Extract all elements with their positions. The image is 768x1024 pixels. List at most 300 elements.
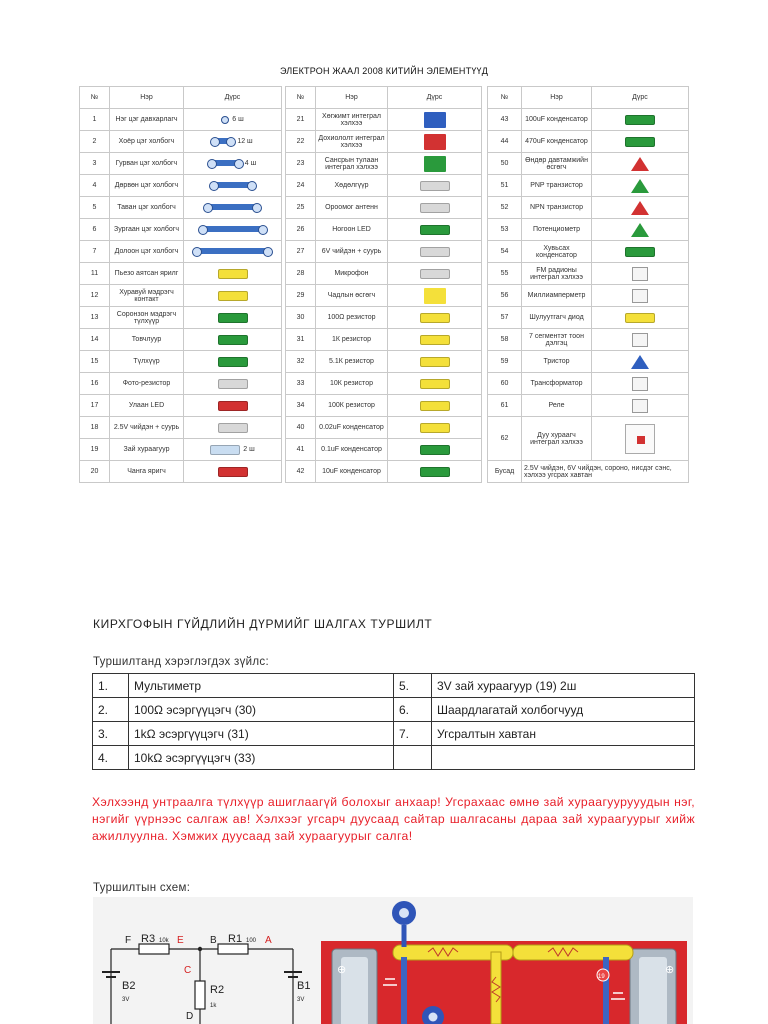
part-number: 1 — [80, 109, 110, 131]
resistor-module — [513, 945, 633, 960]
part-image — [184, 197, 282, 219]
label-b2: B2 — [122, 980, 136, 992]
table-row — [80, 263, 282, 285]
ic-board-icon — [625, 424, 655, 454]
item-name: Шаардлагатай холбогчууд — [432, 698, 695, 722]
part-image — [592, 131, 689, 153]
item-name: 100Ω эсэргүүцэгч (30) — [129, 698, 394, 722]
component-module-icon — [625, 115, 655, 125]
part-number: 53 — [488, 219, 522, 241]
integrated-circuit-icon — [424, 288, 446, 304]
table-row — [488, 219, 689, 241]
part-image — [184, 109, 282, 131]
table-row — [286, 131, 482, 153]
table-row — [93, 722, 695, 746]
item-name: 10kΩ эсэргүүцэгч (33) — [129, 746, 394, 770]
label-r3: R3 — [141, 933, 156, 945]
part-number: 5 — [80, 197, 110, 219]
part-name: Потенциометр — [522, 219, 592, 241]
table-row — [488, 307, 689, 329]
part-image — [184, 307, 282, 329]
part-image — [388, 285, 482, 307]
part-name: FM радионы интеграл хэлхээ — [522, 263, 592, 285]
header-name: Нэр — [522, 87, 592, 109]
part-image — [388, 153, 482, 175]
part-number: 4 — [80, 175, 110, 197]
component-module-icon — [218, 335, 248, 345]
part-number: 34 — [286, 395, 316, 417]
part-name: Реле — [522, 395, 592, 417]
single-snap-icon — [221, 116, 229, 124]
component-module-icon — [420, 467, 450, 477]
item-name: Угсралтын хавтан — [432, 722, 695, 746]
part-image — [592, 417, 689, 461]
component-module-icon — [420, 423, 450, 433]
part-name: Зай хураагуур — [110, 439, 184, 461]
table-row — [80, 351, 282, 373]
part-name: Хөдөлгүүр — [316, 175, 388, 197]
table-row — [80, 175, 282, 197]
part-image — [184, 395, 282, 417]
part-image — [388, 197, 482, 219]
resistor-r3 — [139, 944, 169, 954]
part-image — [592, 329, 689, 351]
part-image — [592, 241, 689, 263]
part-image — [592, 153, 689, 175]
component-module-icon — [420, 445, 450, 455]
table-row — [488, 241, 689, 263]
schematic-svg — [93, 897, 693, 1024]
part-quantity: 6 ш — [232, 116, 244, 123]
part-number: 2 — [80, 131, 110, 153]
battery-cell-right — [639, 957, 667, 1024]
component-module-icon — [218, 423, 248, 433]
table-row — [488, 109, 689, 131]
part-name: 10К резистор — [316, 373, 388, 395]
part-name: Фото-резистор — [110, 373, 184, 395]
part-name: 0.02uF конденсатор — [316, 417, 388, 439]
part-image — [592, 351, 689, 373]
snap-wire — [401, 957, 407, 1024]
table-row — [286, 417, 482, 439]
table-row — [80, 153, 282, 175]
needs-label: Туршилтанд хэрэглэгдэх зүйлс: — [93, 656, 269, 668]
plus-sign: ⊕ — [665, 964, 675, 976]
part-name: Долоон цэг холбогч — [110, 241, 184, 263]
part-name: Таван цэг холбогч — [110, 197, 184, 219]
requirements-table — [92, 673, 695, 770]
part-image — [592, 373, 689, 395]
table-row — [80, 197, 282, 219]
table-row — [286, 263, 482, 285]
label-r3-value: 10k — [159, 938, 169, 944]
header-name: Нэр — [316, 87, 388, 109]
item-number: 2. — [93, 698, 129, 722]
part-number: 20 — [80, 461, 110, 483]
part-name: Тристор — [522, 351, 592, 373]
part-image — [184, 373, 282, 395]
part-image — [184, 329, 282, 351]
part-name: 2.5V чийдэн + суурь — [110, 417, 184, 439]
part-number: 33 — [286, 373, 316, 395]
module-box-icon — [632, 399, 648, 413]
module-box-icon — [632, 289, 648, 303]
transistor-module-icon — [631, 223, 649, 237]
component-module-icon — [420, 269, 450, 279]
snap-wire-icon — [212, 138, 234, 144]
table-row — [80, 373, 282, 395]
component-module-icon — [625, 137, 655, 147]
part-image — [592, 263, 689, 285]
component-module-icon — [218, 269, 248, 279]
integrated-circuit-icon — [424, 134, 446, 150]
part-number: 28 — [286, 263, 316, 285]
table-row — [488, 395, 689, 417]
part-number: 19 — [80, 439, 110, 461]
table-row — [286, 329, 482, 351]
component-module-icon — [420, 181, 450, 191]
component-module-icon — [625, 313, 655, 323]
table-row — [488, 197, 689, 219]
snap-wire-icon — [194, 248, 271, 254]
item-number: 4. — [93, 746, 129, 770]
part-name: Товчлуур — [110, 329, 184, 351]
part-name: Шулуутгагч диод — [522, 307, 592, 329]
part-number: 29 — [286, 285, 316, 307]
integrated-circuit-icon — [424, 112, 446, 128]
part-name: 470uF конденсатор — [522, 131, 592, 153]
item-name: Мультиметр — [129, 674, 394, 698]
part-image — [184, 461, 282, 483]
header-image: Дүрс — [184, 87, 282, 109]
resistor-r1 — [218, 944, 248, 954]
table-row — [286, 439, 482, 461]
part-name: 7 сегментэт тоон дэлгэц — [522, 329, 592, 351]
part-image — [388, 439, 482, 461]
item-number: 3. — [93, 722, 129, 746]
part-image — [184, 219, 282, 241]
part-number: 41 — [286, 439, 316, 461]
table-row — [286, 307, 482, 329]
part-name: 100Ω резистор — [316, 307, 388, 329]
part-number: 3 — [80, 153, 110, 175]
module-box-icon — [632, 333, 648, 347]
table-row — [80, 307, 282, 329]
item-number: 5. — [394, 674, 432, 698]
schematic-figure — [93, 897, 693, 1024]
component-module-icon — [218, 291, 248, 301]
part-image — [184, 285, 282, 307]
part-number: 6 — [80, 219, 110, 241]
label-c: C — [184, 965, 192, 976]
part-number: 18 — [80, 417, 110, 439]
part-image — [592, 109, 689, 131]
label-b1: B1 — [297, 980, 311, 992]
part-image — [184, 241, 282, 263]
snap-wire-icon — [200, 226, 266, 232]
table-row — [488, 461, 689, 483]
part-name: Микрофон — [316, 263, 388, 285]
part-image — [592, 219, 689, 241]
component-module-icon — [210, 445, 240, 455]
transistor-module-icon — [631, 355, 649, 369]
part-name: Соронзон мэдрэгч түлхүүр — [110, 307, 184, 329]
header-image: Дүрс — [592, 87, 689, 109]
table-row — [286, 241, 482, 263]
module-box-icon — [632, 267, 648, 281]
label-r1-value: 100 — [246, 938, 257, 944]
label-b1-value: 3V — [297, 997, 305, 1003]
part-name: Хоёр цэг холбогч — [110, 131, 184, 153]
label-d: D — [186, 1011, 194, 1022]
parts-table-col1 — [79, 86, 282, 483]
snap-wire-icon — [211, 182, 255, 188]
component-module-icon — [420, 313, 450, 323]
component-module-icon — [218, 401, 248, 411]
part-image — [184, 153, 282, 175]
table-row — [286, 285, 482, 307]
part-number: 57 — [488, 307, 522, 329]
part-name: Чадлын өсгөгч — [316, 285, 388, 307]
component-module-icon — [218, 357, 248, 367]
header-no: № — [286, 87, 316, 109]
part-number: 11 — [80, 263, 110, 285]
part-image — [184, 351, 282, 373]
part-image — [388, 175, 482, 197]
part-number: 58 — [488, 329, 522, 351]
board-marker-19-label: 19 — [598, 974, 605, 980]
part-name: 5.1К резистор — [316, 351, 388, 373]
part-quantity: 12 ш — [237, 137, 253, 145]
table-row — [286, 373, 482, 395]
component-module-icon — [420, 203, 450, 213]
part-number: 42 — [286, 461, 316, 483]
part-quantity: 4 ш — [244, 159, 257, 167]
part-name: Хувьсах конденсатор — [522, 241, 592, 263]
table-row — [286, 175, 482, 197]
table-row — [286, 153, 482, 175]
part-name: 0.1uF конденсатор — [316, 439, 388, 461]
part-name: Ороомог антенн — [316, 197, 388, 219]
part-image — [184, 263, 282, 285]
parts-table — [79, 86, 689, 480]
part-name: Нэг цэг давхарлагч — [110, 109, 184, 131]
table-row — [80, 285, 282, 307]
part-name: Пьезо аятсан ярилг — [110, 263, 184, 285]
part-name: 6V чийдэн + суурь — [316, 241, 388, 263]
part-image — [592, 307, 689, 329]
part-name: Хуравуй мэдрэгч контакт — [110, 285, 184, 307]
table-row — [286, 395, 482, 417]
table-row — [488, 175, 689, 197]
part-image — [184, 417, 282, 439]
component-module-icon — [420, 247, 450, 257]
plus-sign: ⊕ — [337, 964, 347, 976]
component-module-icon — [420, 357, 450, 367]
part-number: 13 — [80, 307, 110, 329]
part-number: 26 — [286, 219, 316, 241]
label-r1: R1 — [228, 933, 243, 945]
part-number: 61 — [488, 395, 522, 417]
component-module-icon — [420, 401, 450, 411]
label-b: B — [210, 935, 217, 946]
part-image — [388, 307, 482, 329]
part-name: 10uF конденсатор — [316, 461, 388, 483]
component-module-icon — [218, 467, 248, 477]
part-name: Өндөр давтамжийн өсгөгч — [522, 153, 592, 175]
schematic-label: Туршилтын схем: — [93, 882, 191, 894]
part-name: Миллиамперметр — [522, 285, 592, 307]
transistor-module-icon — [631, 201, 649, 215]
part-name: Дохиололт интеграл хэлхээ — [316, 131, 388, 153]
table-row — [286, 219, 482, 241]
table-row — [80, 461, 282, 483]
part-number: 15 — [80, 351, 110, 373]
resistor-module-vertical — [491, 952, 501, 1024]
item-number — [394, 746, 432, 770]
part-number: 25 — [286, 197, 316, 219]
part-number: 30 — [286, 307, 316, 329]
part-other-list: 2.5V чийдэн, 6V чийдэн, сороно, нисдэг сэнс, хэлхээ угсрах хавтан — [522, 461, 689, 483]
breadboard-picture — [321, 901, 687, 1024]
table-row — [488, 153, 689, 175]
table-row — [488, 373, 689, 395]
part-image — [388, 373, 482, 395]
part-number: 52 — [488, 197, 522, 219]
component-module-icon — [420, 379, 450, 389]
table-row — [93, 746, 695, 770]
table-row — [488, 417, 689, 461]
probe-point-top-center — [399, 908, 409, 918]
component-module-icon — [625, 247, 655, 257]
part-number: 7 — [80, 241, 110, 263]
table-row — [488, 329, 689, 351]
table-row — [80, 329, 282, 351]
part-number: 16 — [80, 373, 110, 395]
part-number: 43 — [488, 109, 522, 131]
table-row — [80, 417, 282, 439]
part-name: Түлхүүр — [110, 351, 184, 373]
header-no: № — [488, 87, 522, 109]
component-module-icon — [420, 335, 450, 345]
table-row — [488, 131, 689, 153]
part-quantity: 2 ш — [243, 446, 255, 453]
part-image — [592, 197, 689, 219]
table-row — [93, 698, 695, 722]
table-row — [488, 285, 689, 307]
part-name: Чанга яригч — [110, 461, 184, 483]
table-row — [80, 219, 282, 241]
header-name: Нэр — [110, 87, 184, 109]
header-image: Дүрс — [388, 87, 482, 109]
snap-wire-icon — [209, 160, 242, 166]
part-name: Дөрвөн цэг холбогч — [110, 175, 184, 197]
part-number: 51 — [488, 175, 522, 197]
table-row — [80, 109, 282, 131]
part-name: 1К резистор — [316, 329, 388, 351]
part-number: Бусад — [488, 461, 522, 483]
snap-wire — [603, 957, 609, 1024]
part-image — [388, 219, 482, 241]
item-name — [432, 746, 695, 770]
part-number: 12 — [80, 285, 110, 307]
part-number: 31 — [286, 329, 316, 351]
part-number: 44 — [488, 131, 522, 153]
part-image — [388, 263, 482, 285]
part-name: Зургаан цэг холбогч — [110, 219, 184, 241]
item-number: 6. — [394, 698, 432, 722]
junction-b — [198, 947, 202, 951]
part-number: 14 — [80, 329, 110, 351]
section-title: КИРХГОФЫН ГҮЙДЛИЙН ДҮРМИЙГ ШАЛГАХ ТУРШИЛТ — [93, 617, 433, 631]
part-name: Улаан LED — [110, 395, 184, 417]
part-name: Гурван цэг холбогч — [110, 153, 184, 175]
part-number: 55 — [488, 263, 522, 285]
part-number: 62 — [488, 417, 522, 461]
label-f: F — [125, 935, 132, 946]
table-row — [80, 395, 282, 417]
component-module-icon — [218, 313, 248, 323]
part-number: 23 — [286, 153, 316, 175]
part-number: 50 — [488, 153, 522, 175]
table-row — [286, 109, 482, 131]
table-row — [286, 461, 482, 483]
item-name: 3V зай хураагуур (19) 2ш — [432, 674, 695, 698]
part-number: 27 — [286, 241, 316, 263]
part-number: 32 — [286, 351, 316, 373]
part-image — [388, 241, 482, 263]
part-number: 17 — [80, 395, 110, 417]
part-image — [592, 175, 689, 197]
resistor-r2 — [195, 981, 205, 1009]
part-number: 40 — [286, 417, 316, 439]
label-r2: R2 — [210, 984, 225, 996]
label-a: A — [265, 935, 272, 946]
part-image — [388, 329, 482, 351]
part-name: Дуу хураагч интеграл хэлхээ — [522, 417, 592, 461]
integrated-circuit-icon — [424, 156, 446, 172]
part-name: Ногоон LED — [316, 219, 388, 241]
part-image — [592, 395, 689, 417]
part-name: Хөгжимт интеграл хэлхээ — [316, 109, 388, 131]
part-number: 60 — [488, 373, 522, 395]
warning-text: Хэлхээнд унтраалга түлхүүр ашиглаагүй болохыг анхаар! Угсрахаас өмнө зай хураагуурууудын нэг, нэгийг үүрнээс салгаж ав! Хэлхээг угсарч дуусаад сайтар шалгасаны дараа зай хураагуурыг хийж ажиллуулна. Хэмжих дуусаад зай хураагуурыг салга! — [92, 795, 695, 843]
transistor-module-icon — [631, 179, 649, 193]
snap-wire-icon — [205, 204, 260, 210]
header-no: № — [80, 87, 110, 109]
table-row — [80, 241, 282, 263]
item-number: 1. — [93, 674, 129, 698]
parts-table-col2 — [285, 86, 482, 483]
part-number: 24 — [286, 175, 316, 197]
part-image — [184, 175, 282, 197]
transistor-module-icon — [631, 157, 649, 171]
component-module-icon — [420, 225, 450, 235]
table-row — [286, 197, 482, 219]
label-e: E — [177, 935, 184, 946]
part-name: NPN транзистор — [522, 197, 592, 219]
part-number: 56 — [488, 285, 522, 307]
part-image — [388, 461, 482, 483]
part-image — [592, 285, 689, 307]
part-name: 100uF конденсатор — [522, 109, 592, 131]
label-b2-value: 3V — [122, 997, 130, 1003]
table-row — [80, 131, 282, 153]
item-name: 1kΩ эсэргүүцэгч (31) — [129, 722, 394, 746]
part-image — [388, 417, 482, 439]
part-number: 22 — [286, 131, 316, 153]
parts-table-col3 — [487, 86, 689, 483]
